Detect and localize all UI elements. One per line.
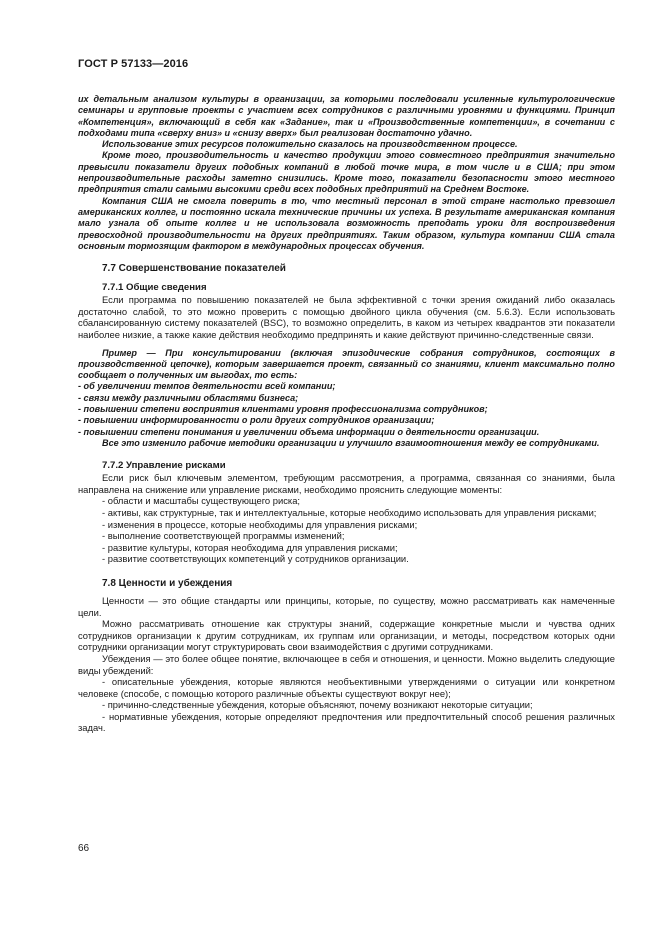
example-item: - связи между различными областями бизнеса; [78,392,299,403]
document-page [78,58,615,734]
list-item: - выполнение соответствующей программы изменений; [102,530,345,542]
example-item: - повышении степени восприятия клиентами уровня профессионализма сотрудников; [78,404,488,415]
list-item: - активы, как структурные, так и интеллектуальные, которые необходимо использовать для управления рисками; [102,506,597,518]
example-item: - повышении степени понимания и увеличении объема информации о деятельности организации. [78,426,540,437]
subsection-heading-7-7-2: 7.7.2 Управление рисками [102,460,226,472]
document-header: ГОСТ Р 57133—2016 [78,58,189,70]
list-item: - области и масштабы существующего риска; [102,495,301,507]
intro-paragraph: Использование этих ресурсов положительно сказалось на производственном процессе. [102,139,518,150]
intro-paragraph: их детальным анализом культуры в организации, за которыми последовали усиленные культурологические семинары и групповые проекты с участием всех сотрудников с различными уровнями и функциями. Принцип «Компетенция», включающий в себя как «Задание», так и «Производственные компетенции», в сочетании с подходами типа «сверху вниз» и «снизу вверх» был реализован достаточно удачно. [78,94,615,138]
list-item: - причинно-следственные убеждения, которые объясняют, почему возникают некоторые ситуации; [102,699,533,711]
list-item: - развитие культуры, которая необходима для управления рисками; [102,541,398,553]
body-paragraph: Убеждения — это более общее понятие, включающее в себя и отношения, и ценности. Можно выделить следующие виды убеждений: [78,652,615,676]
list-item: - изменения в процессе, которые необходимы для управления рисками; [102,518,418,530]
page-number: 66 [78,843,90,854]
list-item: - развитие соответствующих компетенций у сотрудников организации. [102,553,409,565]
example-intro: Пример — При консультировании (включая эпизодические собрания сотрудников, состоящих в производственной цепочке), которым завершается проект, связанный со знаниями, клиент максимально полно сообщает о полученных им выгодах, то есть: [78,347,615,381]
subsection-heading-7-7-1: 7.7.1 Общие сведения [102,282,207,294]
example-item: - повышении информированности о роли других сотрудников организации; [78,415,435,426]
body-paragraph: Ценности — это общие стандарты или принципы, которые, по существу, можно рассматривать как намеченные цели. [78,594,615,618]
body-paragraph: Можно рассматривать отношение как структуры знаний, содержащие конкретные мысли и чувства одних сотрудников организации к другим сотрудникам, их группам или организации, и методы, посредством которых одни сотрудники организации могут структурировать свои взаимодействия с другими сотрудниками. [78,618,615,653]
intro-paragraph: Кроме того, производительность и качество продукции этого совместного предприятия значительно превысили показатели других подобных компаний в любой точке мира, в том числе и в США; при этом непроизводительные расходы заметно снизились. Кроме того, показатели безопасности этого местного предприятия стали самыми высокими среди всех подобных предприятий на Среднем Востоке. [78,150,615,195]
list-item: - описательные убеждения, которые являются необъективными утверждениями о ситуации или конкретном человеке (способе, с помощью которого различные объекты существуют вокруг нее); [78,676,615,699]
intro-paragraph: Компания США не смогла поверить в то, что местный персонал в этой стране настолько превзошел американских коллег, и постоянно искала технические причины их успеха. В результате американская компания мало узнала об опыте коллег и не использовала возможность преподать уроки для воспроизведения превосходной производительности на других предприятиях. Таким образом, культура компании США стала основным тормозящим фактором в международных процессах обучения. [78,195,615,251]
example-item: - об увеличении темпов деятельности всей компании; [78,381,336,392]
example-outro: Все это изменило рабочие методики организации и улучшило взаимоотношения между ее сотрудниками. [102,437,600,448]
section-heading-7-8: 7.8 Ценности и убеждения [102,577,233,589]
body-paragraph: Если программа по повышению показателей не была эффективной с точки зрения ожиданий либо оказалась достаточно слабой, то это можно проверить с помощью двойного цикла обучения (см. 5.6.3). Если использовать сбалансированную систему показателей (BSC), то возможно определить, в каком из четырех квадрантов эти показатели наиболее низкие, а также какие действия необходимо предпринять и какие действуют причинно-следственные связи. [78,294,615,340]
body-paragraph: Если риск был ключевым элементом, требующим рассмотрения, а программа, связанная со знаниями, была направлена на снижение или управление рисками, необходимо прояснить следующие моменты: [78,472,615,495]
list-item: - нормативные убеждения, которые определяют предпочтения или предпочтительный способ решения различных задач. [78,710,615,734]
section-heading-7-7: 7.7 Совершенствование показателей [102,263,286,275]
